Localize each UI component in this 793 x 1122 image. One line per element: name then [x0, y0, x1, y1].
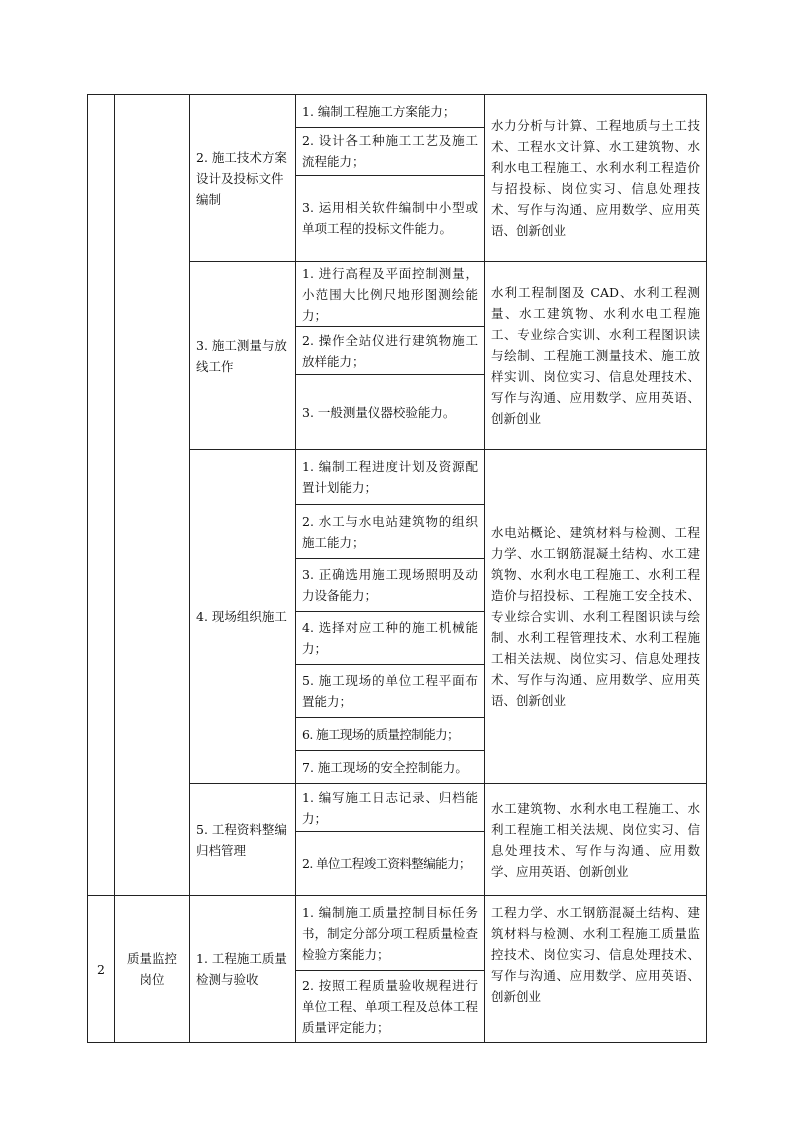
ability-item: 1. 编制工程施工方案能力；: [296, 96, 484, 128]
curriculum-table: [87, 94, 707, 1043]
ability-item: 1. 进行高程及平面控制测量，小范围大比例尺地形图测绘能力；: [296, 262, 484, 327]
course-cell: 水力分析与计算、工程地质与土工技术、工程水文计算、水工建筑物、水利水电工程施工、水利水利工程造价与招投标、岗位实习、信息处理技术、写作与沟通、应用数学、应用英语、创新创业: [485, 95, 707, 262]
task-cell: 5. 工程资料整编归档管理: [190, 784, 296, 896]
ability-item: 3. 正确选用施工现场照明及动力设备能力；: [296, 559, 484, 612]
course-cell: 水利工程制图及 CAD、水利工程测量、水工建筑物、水利水电工程施工、专业综合实训、水利工程图识读与绘制、工程施工测量技术、施工放样实训、岗位实习、信息处理技术、写作与沟通、应用数学、应用英语、创新创业: [485, 262, 707, 450]
task-cell: 1. 工程施工质量检测与验收: [190, 896, 296, 1043]
ability-item: 7. 施工现场的安全控制能力。: [302, 759, 468, 775]
table-row: [88, 95, 707, 262]
ability-item: 2. 设计各工种施工工艺及施工流程能力；: [296, 128, 484, 176]
post-cell: 质量监控岗位: [115, 896, 190, 1043]
ability-item: 5. 施工现场的单位工程平面布置能力；: [296, 665, 484, 718]
table-row: [88, 896, 707, 1043]
ability-cell: [296, 784, 485, 896]
task-cell: 3. 施工测量与放线工作: [190, 262, 296, 450]
ability-cell: [296, 450, 485, 784]
course-cell: 工程力学、水工钢筋混凝土结构、建筑材料与检测、水利工程施工质量监控技术、岗位实习、信息处理技术、写作与沟通、应用数学、应用英语、创新创业: [485, 896, 707, 1043]
ability-item: 2. 水工与水电站建筑物的组织施工能力；: [296, 505, 484, 559]
page: [87, 94, 706, 1043]
ability-item: 2. 按照工程质量验收规程进行单位工程、单项工程及总体工程质量评定能力；: [302, 978, 478, 1035]
task-cell: 2. 施工技术方案设计及投标文件编制: [190, 95, 296, 262]
task-cell: 4. 现场组织施工: [190, 450, 296, 784]
ability-item: 4. 选择对应工种的施工机械能力；: [296, 612, 484, 665]
serial-cell: [88, 95, 115, 896]
ability-cell: [296, 95, 485, 262]
ability-item: 2. 操作全站仪进行建筑物施工放样能力；: [296, 327, 484, 375]
serial-cell: 2: [88, 896, 115, 1043]
ability-item: 1. 编制工程进度计划及资源配置计划能力；: [296, 450, 484, 505]
ability-item: 3. 一般测量仪器校验能力。: [302, 404, 456, 420]
ability-item: 6. 施工现场的质量控制能力；: [296, 718, 484, 751]
ability-item: 1. 编制施工质量控制目标任务书，制定分部分项工程质量检查检验方案能力；: [296, 896, 484, 971]
course-cell: 水电站概论、建筑材料与检测、工程力学、水工钢筋混凝土结构、水工建筑物、水利水电工程施工、水利工程造价与招投标、工程施工安全技术、专业综合实训、水利工程图识读与绘制、水利工程管理技术、水利工程施工相关法规、岗位实习、信息处理技术、写作与沟通、应用数学、应用英语、创新创业: [485, 450, 707, 784]
ability-item: 2. 单位工程竣工资料整编能力；: [302, 856, 471, 871]
course-cell: 水工建筑物、水利水电工程施工、水利工程施工相关法规、岗位实习、信息处理技术、写作与沟通、应用数学、应用英语、创新创业: [485, 784, 707, 896]
ability-item: 3. 运用相关软件编制中小型或单项工程的投标文件能力。: [302, 200, 478, 236]
ability-cell: [296, 262, 485, 450]
ability-item: 1. 编写施工日志记录、归档能力；: [296, 784, 484, 832]
ability-cell: [296, 896, 485, 1043]
post-cell: [115, 95, 190, 896]
